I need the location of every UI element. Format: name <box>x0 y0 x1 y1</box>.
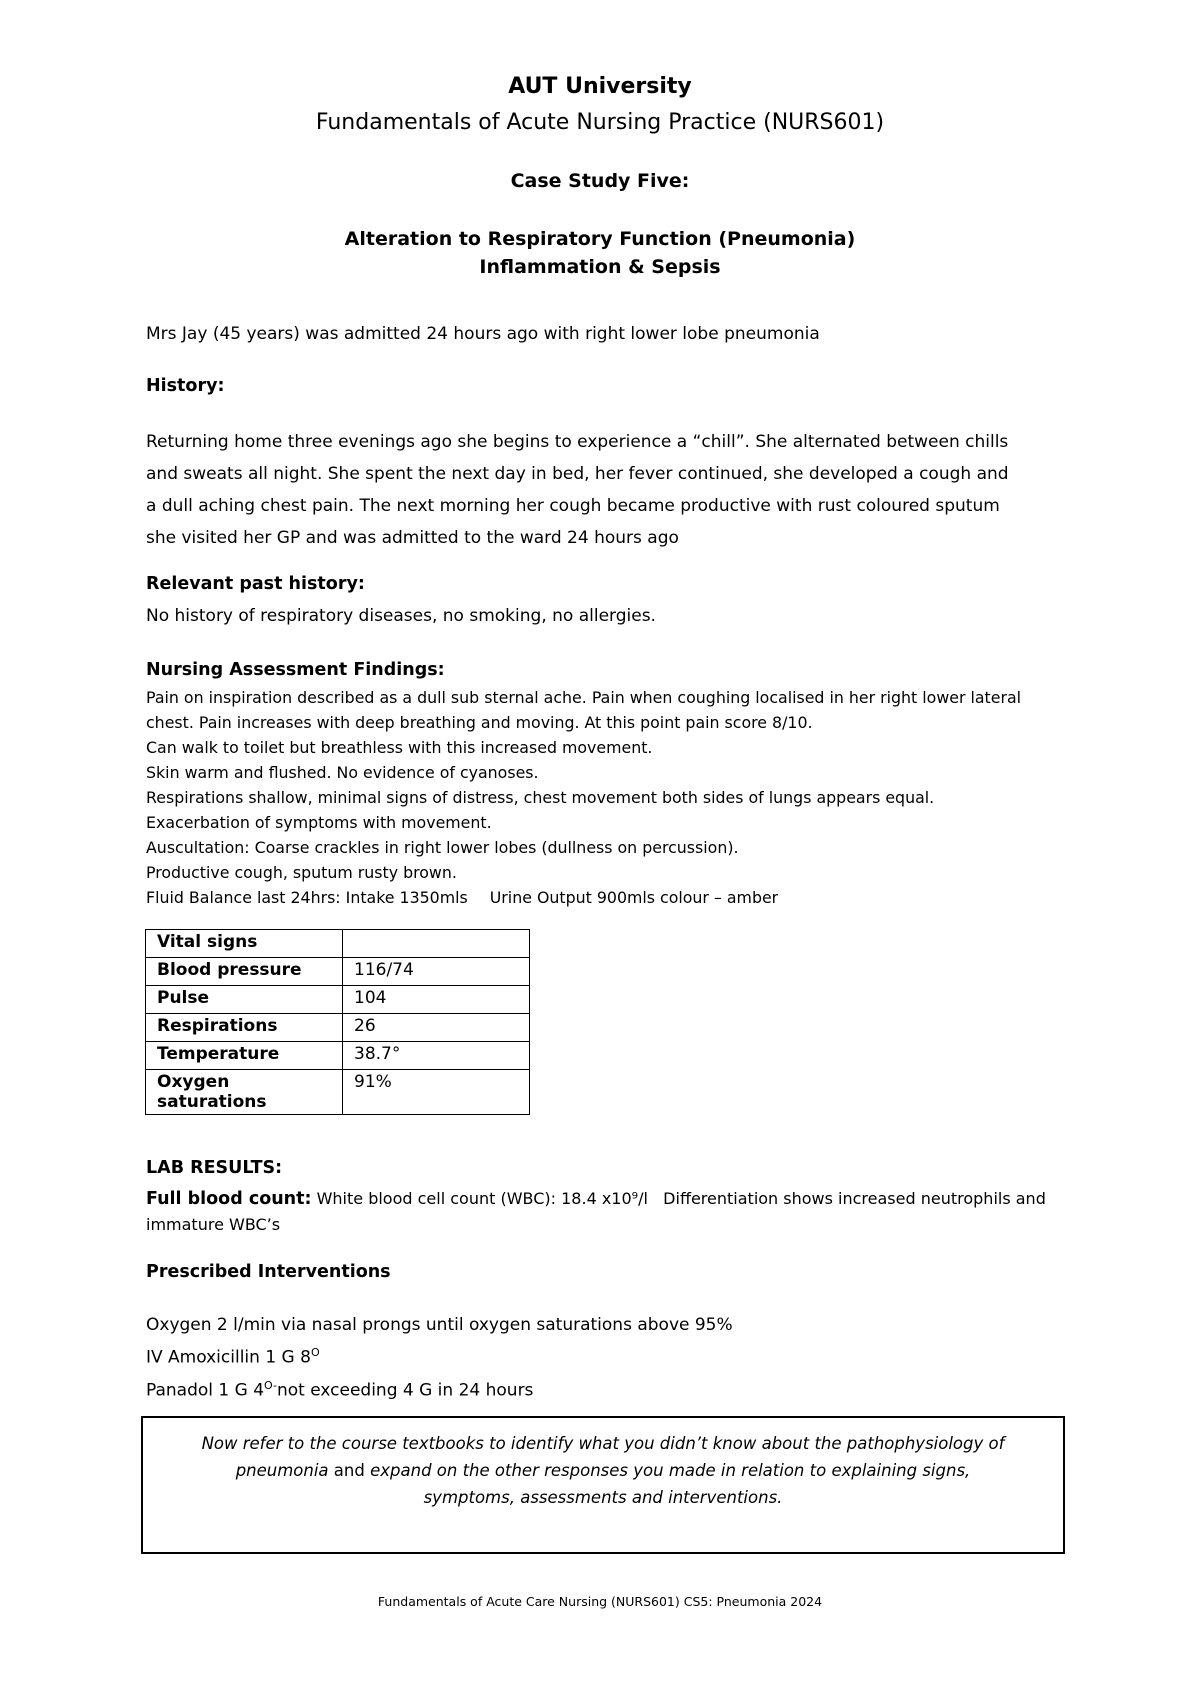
case-study-title: Case Study Five: <box>510 170 690 192</box>
vital-label: Temperature <box>146 1042 343 1070</box>
page-footer: Fundamentals of Acute Care Nursing (NURS601) CS5: Pneumonia 2024 <box>377 1594 823 1609</box>
vital-value: 104 <box>343 986 530 1014</box>
lab-results-text <box>146 1186 1076 1237</box>
prescribed-interventions-heading: Prescribed Interventions <box>146 1262 391 1282</box>
vital-value: 91% <box>343 1070 530 1115</box>
finding-line: Auscultation: Coarse crackles in right lower lobes (dullness on percussion). <box>146 838 739 857</box>
panadol-order: Panadol 1 G $4^{O-}not$ exceeding 4 G in 24 hours <box>146 1378 534 1401</box>
vital-value: 38.7° <box>343 1042 530 1070</box>
institution-title: AUT University <box>508 74 692 99</box>
finding-line: Pain on inspiration described as a dull sub sternal ache. Pain when coughing localised in her right lower lateral <box>146 688 1022 707</box>
intro-text: Mrs Jay (45 years) was admitted 24 hours ago with right lower lobe pneumonia <box>146 324 820 344</box>
nursing-assessment-heading: Nursing Assessment Findings: <box>146 660 445 680</box>
note-line: Now refer to the course textbooks to identify what you didn’t know about the pathophysiology of <box>201 1434 1005 1453</box>
finding-line: Respirations shallow, minimal signs of distress, chest movement both sides of lungs appears equal. <box>146 788 935 807</box>
oxygen-order: Oxygen 2 l/min via nasal prongs until oxygen saturations above 95% <box>146 1315 733 1335</box>
table-row <box>146 1070 530 1115</box>
fbc-label: Full blood count: <box>146 1189 312 1209</box>
history-line: and sweats all night. She spent the next day in bed, her fever continued, she developed a cough and <box>146 464 1009 484</box>
topic-title-line2: Inflammation & Sepsis <box>479 256 721 278</box>
wbc-count: White blood cell count (WBC): 18.4 x10⁹/l <box>316 1189 648 1208</box>
table-row <box>146 1042 530 1070</box>
history-line: she visited her GP and was admitted to the ward 24 hours ago <box>146 528 679 548</box>
fluid-intake: Intake 1350mls <box>345 888 468 907</box>
table-row <box>146 1014 530 1042</box>
finding-line: Exacerbation of symptoms with movement. <box>146 813 492 832</box>
topic-title-line1: Alteration to Respiratory Function (Pneumonia) <box>344 228 856 250</box>
vital-label: Blood pressure <box>146 958 343 986</box>
course-title: Fundamentals of Acute Nursing Practice (NURS601) <box>315 110 885 135</box>
lab-results-heading: LAB RESULTS: <box>146 1158 283 1178</box>
fluid-output: Urine Output 900mls colour – amber <box>489 888 779 907</box>
fluid-balance-label: Fluid Balance last 24hrs: <box>146 888 341 907</box>
note-line: pneumonia and expand on the other responses you made in relation to explaining signs, <box>235 1461 971 1480</box>
instruction-note-box <box>141 1416 1065 1554</box>
history-line: a dull aching chest pain. The next morning her cough became productive with rust coloured sputum <box>146 496 1000 516</box>
amoxicillin-order: IV Amoxicillin 1 G $8^O$ <box>146 1346 320 1368</box>
table-row <box>146 958 530 986</box>
prescribed-interventions-list <box>146 1312 1076 1404</box>
vital-signs-header: Vital signs <box>146 930 343 958</box>
past-history-text: No history of respiratory diseases, no smoking, no allergies. <box>146 606 656 626</box>
vital-signs-header-empty <box>343 930 530 958</box>
past-history-heading: Relevant past history: <box>146 574 365 594</box>
history-line: Returning home three evenings ago she begins to experience a “chill”. She alternated between chills <box>146 432 1009 452</box>
fluid-balance-line <box>146 885 1076 910</box>
vital-label: Pulse <box>146 986 343 1014</box>
table-row <box>146 986 530 1014</box>
table-row <box>146 930 530 958</box>
vital-value: 116/74 <box>343 958 530 986</box>
differentiation-text: Differentiation shows increased neutrophils and <box>663 1189 1046 1208</box>
vital-label: Oxygen saturations <box>146 1070 343 1115</box>
nursing-assessment-findings <box>146 685 1076 910</box>
note-line: symptoms, assessments and interventions. <box>423 1488 783 1507</box>
finding-line: chest. Pain increases with deep breathing and moving. At this point pain score 8/10. <box>146 713 813 732</box>
finding-line: Skin warm and flushed. No evidence of cyanoses. <box>146 763 539 782</box>
history-paragraph <box>146 426 1076 554</box>
finding-line: Can walk to toilet but breathless with this increased movement. <box>146 738 653 757</box>
history-heading: History: <box>146 376 225 396</box>
finding-line: Productive cough, sputum rusty brown. <box>146 863 457 882</box>
vital-label: Respirations <box>146 1014 343 1042</box>
differentiation-text-cont: immature WBC’s <box>146 1215 281 1234</box>
vital-signs-table <box>145 929 530 1115</box>
vital-value: 26 <box>343 1014 530 1042</box>
